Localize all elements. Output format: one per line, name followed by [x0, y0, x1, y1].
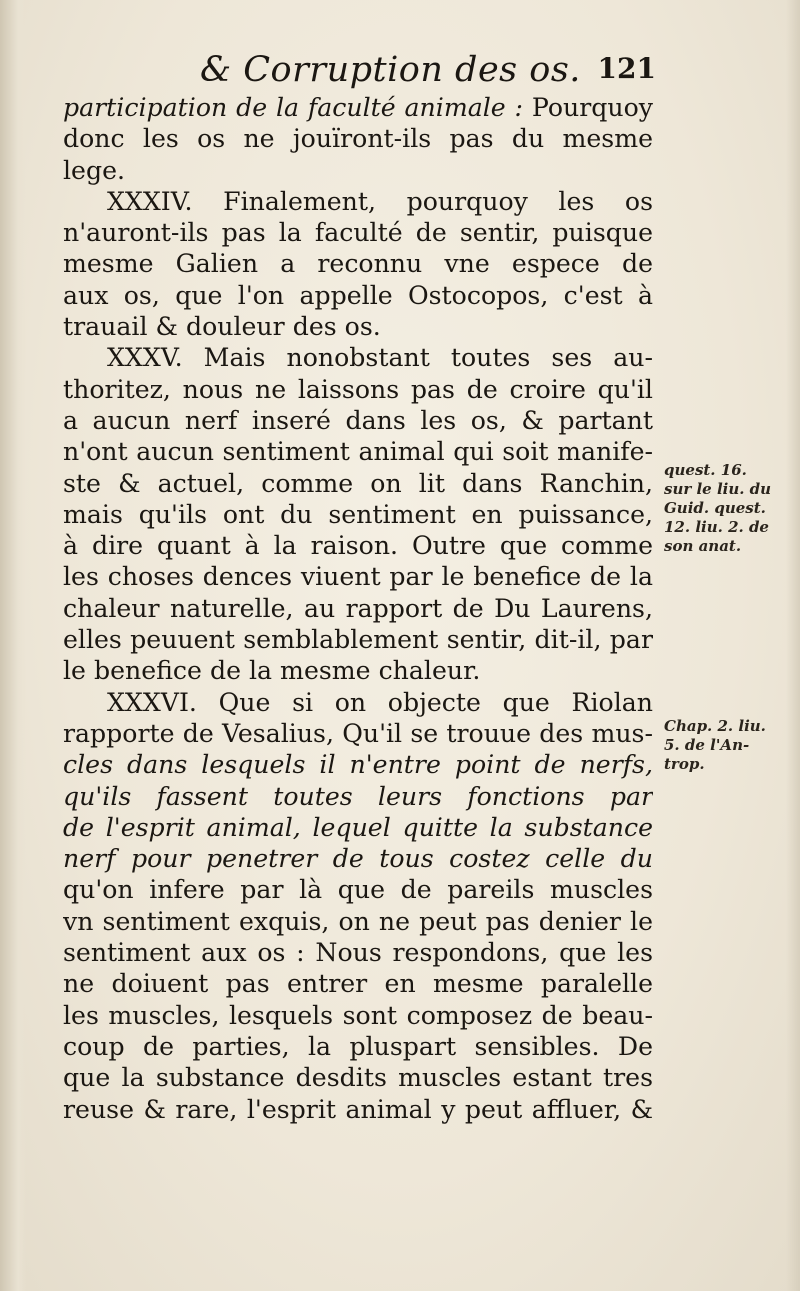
text-line: n'ont aucun sentiment animal qui soit manife-: [63, 437, 653, 467]
margin-note-line: 5. de l'An-: [664, 736, 750, 754]
line-rest: Pourquoy: [523, 93, 653, 122]
text-line: elles peuuent semblablement sentir, dit-il, par: [63, 625, 653, 655]
text-line: trauail & douleur des os.: [63, 312, 381, 342]
italic-line: cles dans lesquels il n'entre point de nerfs,: [63, 750, 653, 780]
body-text: [63, 92, 653, 1125]
text-line: à dire quant à la raison. Outre que comme: [63, 531, 653, 561]
text-line: lege.: [63, 155, 125, 185]
text-line: chaleur naturelle, au rapport de Du Laurens,: [63, 593, 653, 623]
margin-note-line: quest. 16.: [664, 461, 747, 479]
text-line: [63, 92, 653, 123]
text-line: coup de parties, la pluspart sensibles. De: [63, 1031, 653, 1061]
margin-note-line: sur le liu. du: [664, 480, 772, 498]
text-line: reuse & rare, l'esprit animal y peut affluer, &: [63, 1094, 653, 1124]
margin-note-ranchin: [664, 461, 794, 556]
text-line: donc les os ne jouïront-ils pas du mesme: [63, 124, 653, 154]
text-line: ste & actuel, comme on lit dans Ranchin,: [63, 468, 653, 498]
text-line: ne doiuent pas entrer en mesme paralelle: [63, 969, 653, 999]
text-line: le benefice de la mesme chaleur.: [63, 656, 481, 686]
text-line: vn sentiment exquis, on ne peut pas denier le: [63, 906, 653, 936]
margin-note-line: son anat.: [664, 537, 742, 555]
text-line: que la substance desdits muscles estant tres: [63, 1063, 653, 1093]
running-title: & Corruption des os.: [200, 50, 581, 90]
text-line: a aucun nerf inseré dans les os, & partant: [63, 405, 653, 435]
page-header: [60, 50, 660, 90]
italic-phrase: participation de la faculté animale :: [63, 93, 524, 122]
page-number: 121: [597, 52, 656, 85]
text-line: mais qu'ils ont du sentiment en puissance,: [63, 499, 653, 529]
text-line: les choses dences viuent par le benefice de la: [63, 562, 653, 592]
paragraph-start-35: XXXV. Mais nonobstant toutes ses au-: [107, 343, 653, 373]
text-line: sentiment aux os : Nous respondons, que les: [63, 938, 653, 968]
text-line: aux os, que l'on appelle Ostocopos, c'est à: [63, 280, 653, 310]
italic-line: qu'ils fassent toutes leurs fonctions par: [63, 781, 653, 811]
italic-line: de l'esprit animal, lequel quitte la substance: [63, 812, 653, 842]
margin-note-line: Chap. 2. liu.: [664, 717, 766, 735]
text-line: thoritez, nous ne laissons pas de croire qu'il: [63, 374, 653, 404]
paragraph-start-34: XXXIV. Finalement, pourquoy les os: [107, 186, 653, 216]
text-line: mesme Galien a reconnu vne espece de: [63, 249, 653, 279]
margin-note-riolan: [664, 717, 794, 774]
margin-note-line: 12. liu. 2. de: [664, 518, 769, 536]
text-line: rapporte de Vesalius, Qu'il se trouue des mus-: [63, 718, 653, 748]
italic-line: nerf pour penetrer de tous costez celle du: [63, 844, 653, 874]
text-line: n'auront-ils pas la faculté de sentir, puisque: [63, 218, 653, 248]
margin-note-line: trop.: [664, 755, 705, 773]
margin-note-line: Guid. quest.: [664, 499, 766, 517]
page-gutter: [0, 0, 26, 1291]
text-line: les muscles, lesquels sont composez de beau-: [63, 1000, 653, 1030]
page-edge-shadow: [786, 0, 800, 1291]
text-line: qu'on infere par là que de pareils muscles: [63, 875, 653, 905]
paragraph-start-36: XXXVI. Que si on objecte que Riolan: [107, 687, 653, 717]
